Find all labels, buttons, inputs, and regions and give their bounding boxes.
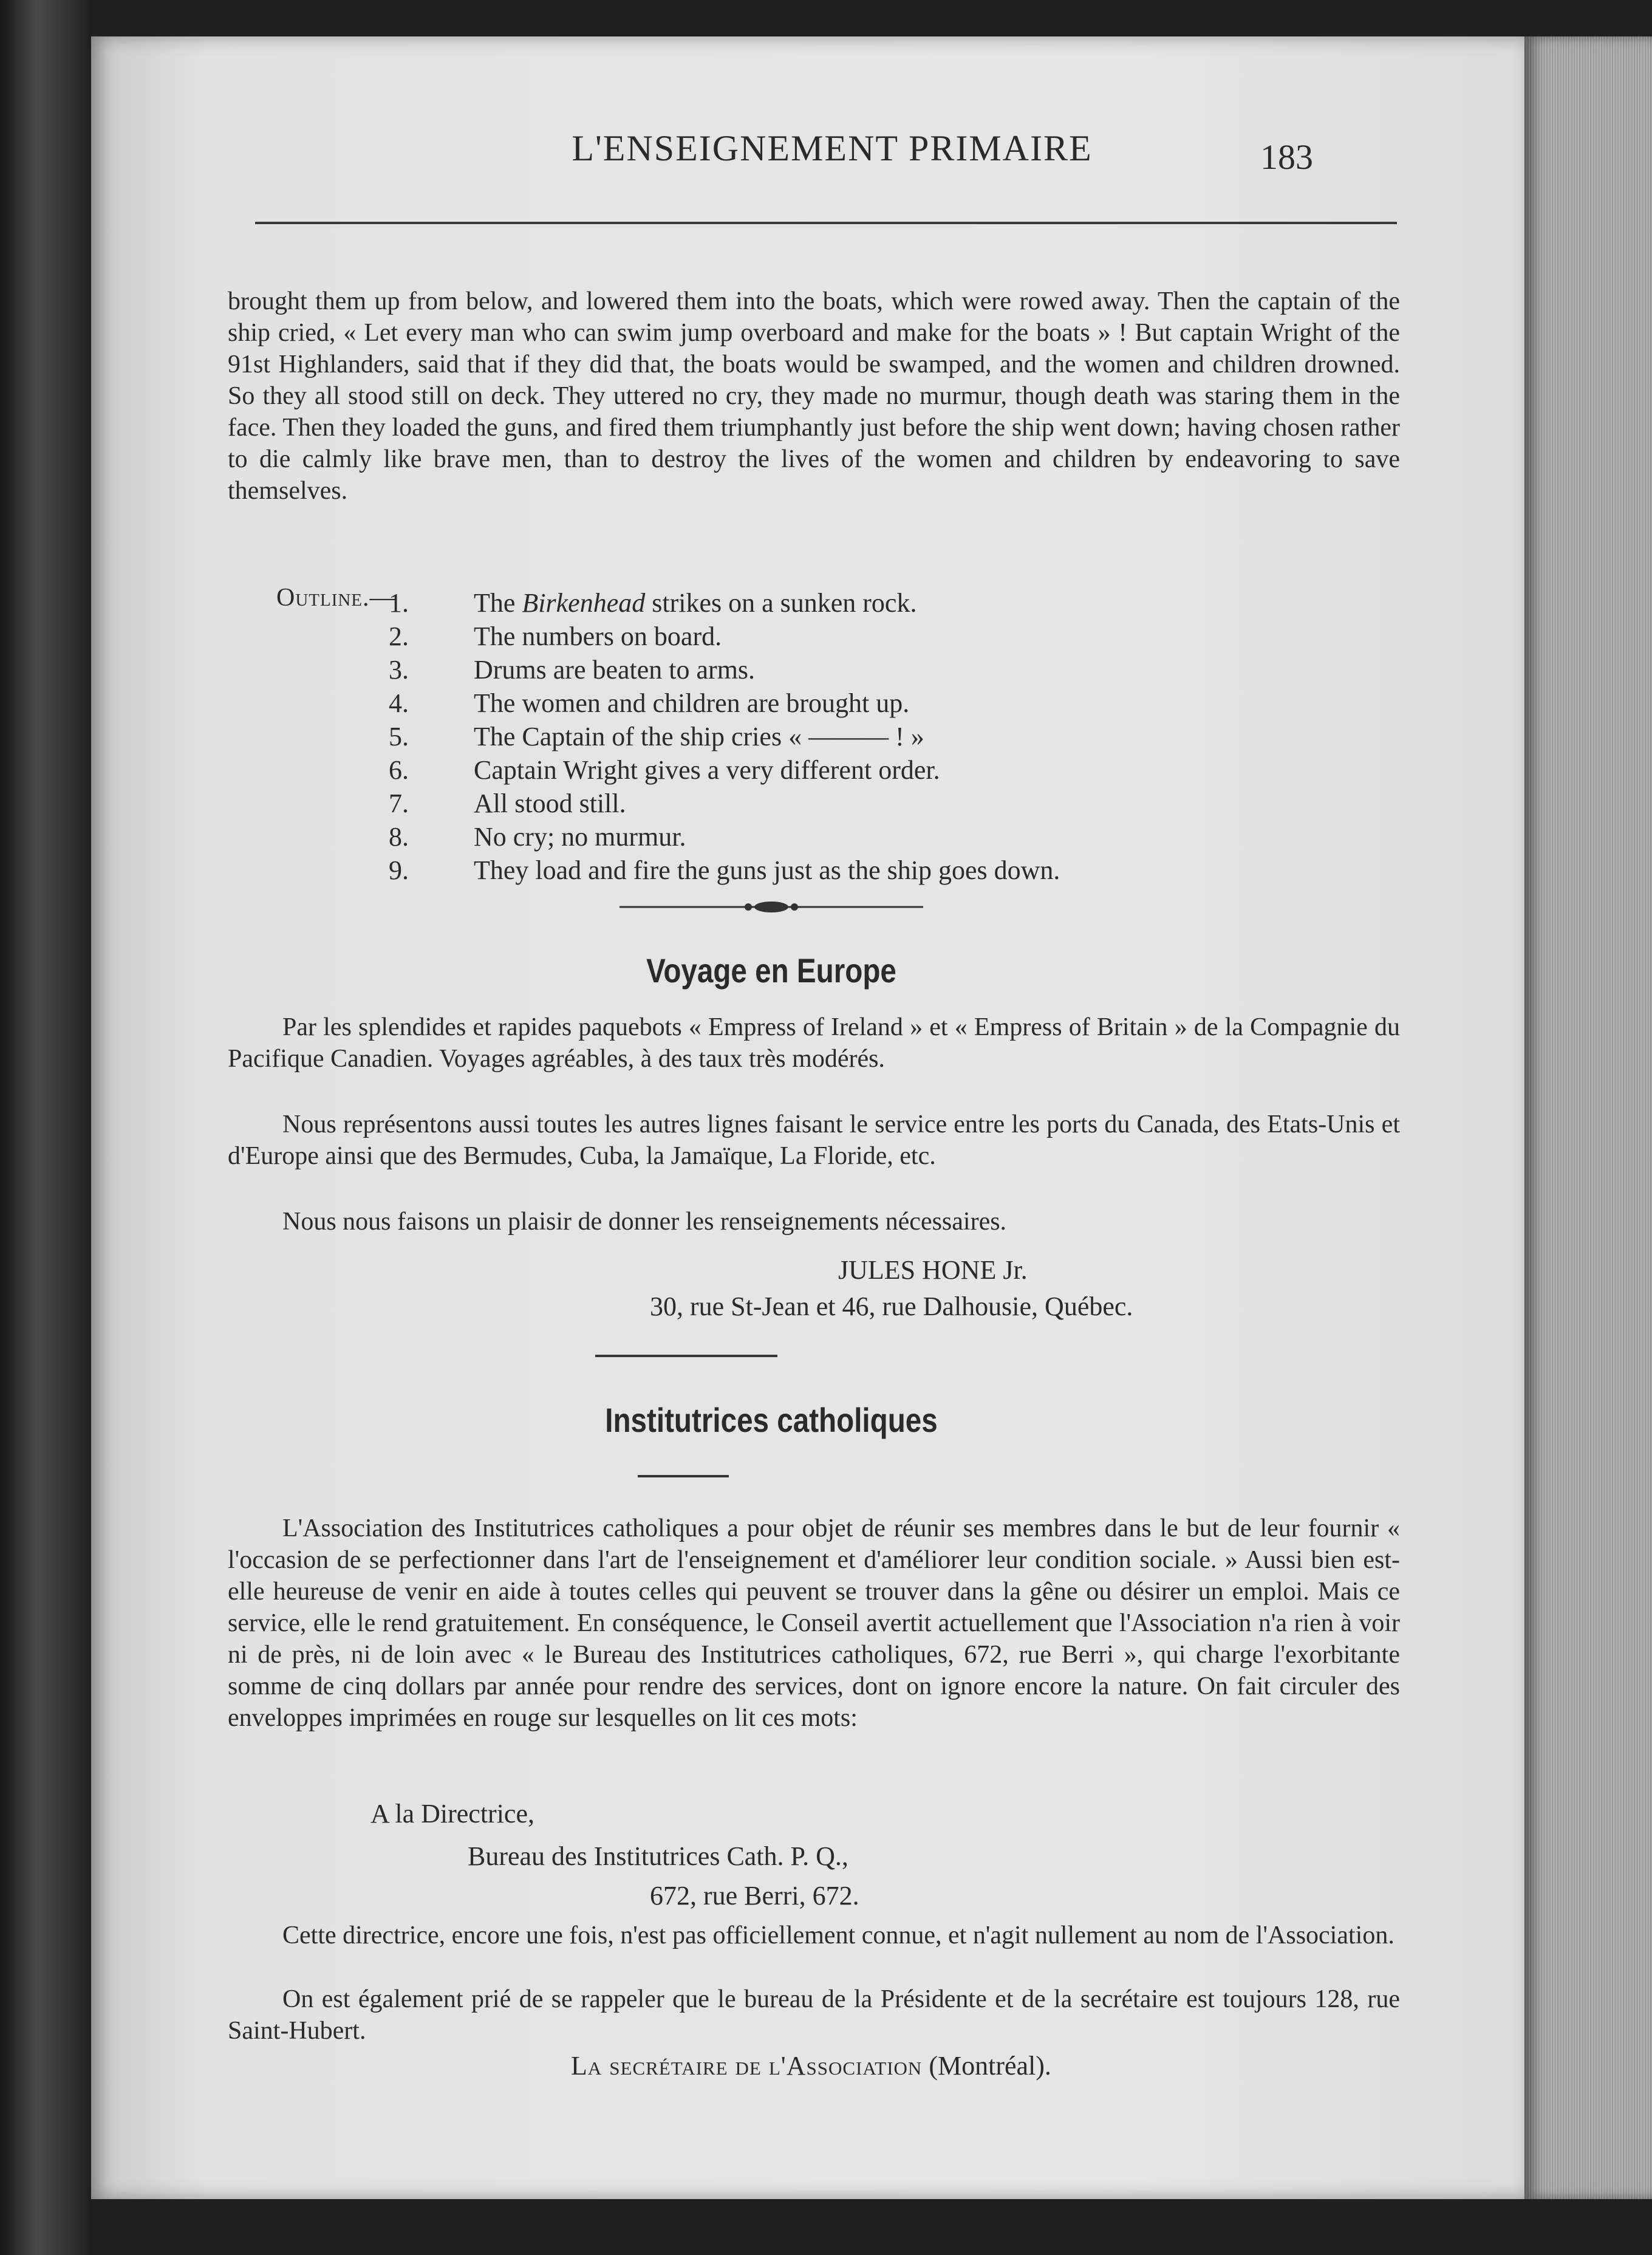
page-number: 183 bbox=[1260, 137, 1313, 177]
envelope-address-line-3: 672, rue Berri, 672. bbox=[650, 1881, 859, 1911]
voyage-paragraph-2: Nous représentons aussi toutes les autres lignes faisant le service entre les ports du Canada, des Etats-Unis et d'Europe ainsi que des Bermudes, Cuba, la Jamaïque, La Floride, etc. bbox=[228, 1110, 1400, 1170]
ornament-divider bbox=[620, 898, 923, 916]
institutrices-paragraph-2: Cette directrice, encore une fois, n'est pas officiellement connue, et n'agit nullement au nom de l'Association. bbox=[282, 1921, 1394, 1949]
outline-item-text bbox=[474, 653, 755, 686]
institutrices-title: Institutrices catholiques bbox=[605, 1401, 938, 1439]
outline-item-text bbox=[474, 686, 909, 720]
outline-item-number: 6. bbox=[389, 755, 409, 785]
header-rule bbox=[255, 222, 1397, 224]
outline-item-number: 5. bbox=[389, 722, 409, 751]
outline-item-number: 3. bbox=[389, 655, 409, 685]
outline-item-text-start: The Captain of the ship cries « ——— ! » bbox=[474, 722, 924, 751]
title-underline bbox=[638, 1475, 729, 1477]
signature-place: (Montréal). bbox=[922, 2051, 1051, 2081]
institutrices-paragraph-3: On est également prié de se rappeler que le bureau de la Présidente et de la secrétaire est toujours 128, rue Saint-Hubert. bbox=[228, 1985, 1400, 2045]
outline-item bbox=[389, 787, 1060, 820]
outline-item-text-start: Drums are beaten to arms. bbox=[474, 655, 756, 685]
outline-item-number: 8. bbox=[389, 822, 409, 852]
outline-item-number: 2. bbox=[389, 621, 409, 651]
outline-item-text bbox=[474, 787, 626, 820]
outline-item-text bbox=[474, 854, 1060, 887]
outline-item-number: 1. bbox=[389, 588, 409, 618]
outline-item bbox=[389, 854, 1060, 887]
outline-item-text bbox=[474, 620, 722, 653]
outline-item bbox=[389, 586, 1060, 620]
outline-item-text-start: All stood still. bbox=[474, 789, 626, 818]
outline-item bbox=[389, 620, 1060, 653]
envelope-address-line-1: A la Directrice, bbox=[370, 1799, 534, 1829]
outline-item-text-start: They load and fire the guns just as the ship goes down. bbox=[474, 855, 1060, 885]
voyage-title: Voyage en Europe bbox=[646, 951, 896, 990]
voyage-paragraph-3: Nous nous faisons un plaisir de donner les renseignements nécessaires. bbox=[282, 1208, 1007, 1236]
outline-list bbox=[389, 586, 1060, 887]
outline-item bbox=[389, 720, 1060, 753]
running-title: L'ENSEIGNEMENT PRIMAIRE bbox=[572, 128, 1093, 168]
outline-item-number: 7. bbox=[389, 789, 409, 818]
outline-item-text bbox=[474, 820, 686, 854]
outline-item-text bbox=[474, 720, 924, 753]
envelope-address-line-2: Bureau des Institutrices Cath. P. Q., bbox=[468, 1841, 848, 1871]
outline-item-text bbox=[474, 586, 916, 620]
outline-item-text bbox=[474, 753, 940, 787]
outline-item bbox=[389, 753, 1060, 787]
outline-item-text-start: Captain Wright gives a very different order. bbox=[474, 755, 940, 785]
book-page bbox=[91, 36, 1524, 2199]
voyage-signature-name: JULES HONE Jr. bbox=[838, 1255, 1028, 1285]
outline-item-ship-name: Birkenhead bbox=[522, 588, 646, 618]
page-content bbox=[91, 36, 1524, 2199]
outline-item-number: 9. bbox=[389, 855, 409, 885]
voyage-signature-address: 30, rue St-Jean et 46, rue Dalhousie, Québec. bbox=[650, 1292, 1133, 1321]
outline-label: Outline.— bbox=[276, 584, 396, 612]
voyage-paragraph-1: Par les splendides et rapides paquebots « Empress of Ireland » et « Empress of Britain » de la Compagnie du Pacifique Canadien. Voyages agréables, à des taux très modérés. bbox=[228, 1013, 1400, 1073]
signature-title: La secrétaire de l'Association bbox=[571, 2051, 923, 2081]
association-signature bbox=[571, 2050, 1051, 2081]
outline-item bbox=[389, 686, 1060, 720]
story-paragraph: brought them up from below, and lowered them into the boats, which were rowed away. Then the captain of the ship cried, « Let every man who can swim jump overboard and make for the boats » ! But captain Wright of the 91st Highlanders, said that if they did that, the boats would be swamped, and the women and children drowned. So they all stood still on deck. They uttered no cry, they made no murmur, though death was staring them in the face. Then they loaded the guns, and fired them triumphantly just before the ship went down; having chosen rather to die calmly like brave men, than to destroy the lives of the women and children by endeavoring to save themselves. bbox=[228, 287, 1400, 505]
outline-item-text-start: The bbox=[474, 588, 522, 618]
outline-item-number: 4. bbox=[389, 688, 409, 718]
section-divider bbox=[595, 1355, 777, 1357]
outline-item-text-start: The numbers on board. bbox=[474, 621, 722, 651]
outline-item-text-start: The women and children are brought up. bbox=[474, 688, 910, 718]
page-stack-edge bbox=[1524, 36, 1652, 2199]
outline-item-text-start: No cry; no murmur. bbox=[474, 822, 686, 852]
institutrices-paragraph-1: L'Association des Institutrices catholiques a pour objet de réunir ses membres dans le but de leur fournir « l'occasion de se perfectionner dans l'art de l'enseignement et d'améliorer leur condition sociale. » Aussi bien est-elle heureuse de venir en aide à toutes celles qui peuvent se trouver dans la gêne ou désirer un emploi. Mais ce service, elle le rend gratuitement. En conséquence, le Conseil avertit actuellement que l'Association n'a rien à voir ni de près, ni de loin avec « le Bureau des Institutrices catholiques, 672, rue Berri », qui charge l'exorbitante somme de cinq dollars par année pour rendre des services, dont on ignore encore la nature. On fait circuler des enveloppes imprimées en rouge sur lesquelles on lit ces mots: bbox=[228, 1514, 1400, 1732]
outline-item-text-end: strikes on a sunken rock. bbox=[645, 588, 917, 618]
outline-item bbox=[389, 653, 1060, 686]
outline-item bbox=[389, 820, 1060, 854]
